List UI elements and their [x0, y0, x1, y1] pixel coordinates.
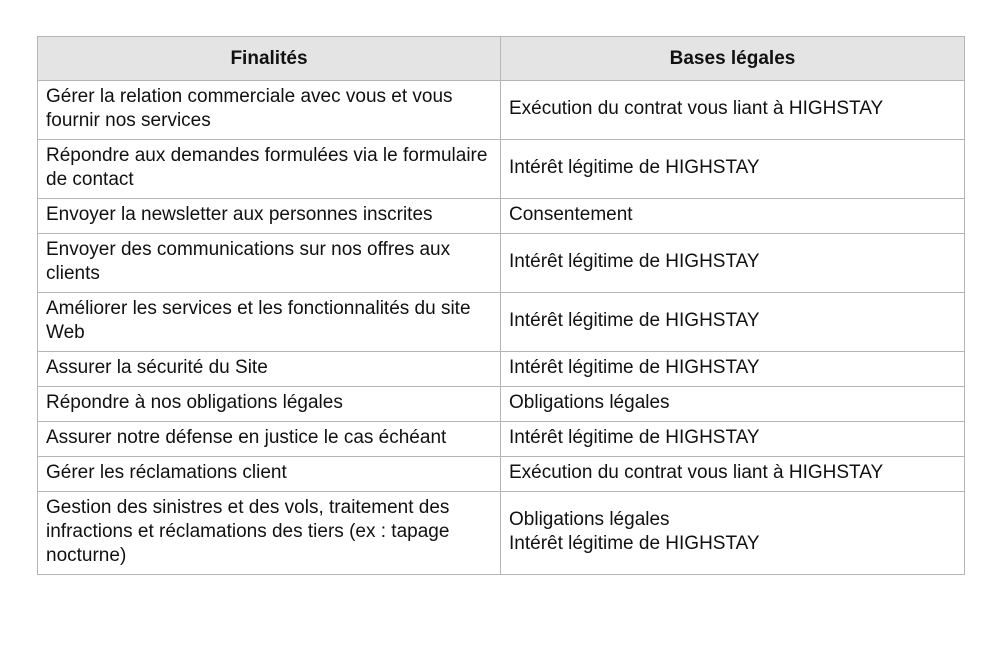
- base-legale-cell: [501, 293, 965, 352]
- table-row: [38, 81, 965, 140]
- table-row: [38, 387, 965, 422]
- base-legale-cell: [501, 387, 965, 422]
- base-legale-cell: [501, 492, 965, 575]
- base-legale-cell: [501, 81, 965, 140]
- finalite-cell: Répondre à nos obligations légales: [38, 387, 501, 422]
- base-legale-text: Intérêt légitime de HIGHSTAY: [509, 310, 760, 331]
- base-legale-text: Exécution du contrat vous liant à HIGHSTAY: [509, 462, 884, 483]
- base-legale-cell: [501, 422, 965, 457]
- finalite-cell: Envoyer la newsletter aux personnes inscrites: [38, 199, 501, 234]
- base-legale-text: Exécution du contrat vous liant à HIGHSTAY: [509, 98, 884, 119]
- finalite-cell: Assurer la sécurité du Site: [38, 352, 501, 387]
- table-row: [38, 457, 965, 492]
- base-legale-text: Intérêt légitime de HIGHSTAY: [509, 251, 760, 272]
- table-row: [38, 352, 965, 387]
- legal-basis-table: [37, 36, 965, 575]
- base-legale-text: Intérêt légitime de HIGHSTAY: [509, 357, 760, 378]
- finalite-cell: Gérer les réclamations client: [38, 457, 501, 492]
- base-legale-cell: [501, 140, 965, 199]
- base-legale-text: Obligations légales: [509, 509, 670, 530]
- table-row: [38, 422, 965, 457]
- finalite-cell: Gestion des sinistres et des vols, traitement des infractions et réclamations des tiers (ex : tapage nocturne): [38, 492, 501, 575]
- finalite-cell: Gérer la relation commerciale avec vous et vous fournir nos services: [38, 81, 501, 140]
- base-legale-cell: [501, 234, 965, 293]
- table-row: [38, 492, 965, 575]
- base-legale-text: Obligations légales: [509, 392, 670, 413]
- finalite-cell: Assurer notre défense en justice le cas échéant: [38, 422, 501, 457]
- base-legale-cell: [501, 199, 965, 234]
- finalite-cell: Améliorer les services et les fonctionnalités du site Web: [38, 293, 501, 352]
- base-legale-text: Intérêt légitime de HIGHSTAY: [509, 427, 760, 448]
- finalite-cell: Envoyer des communications sur nos offres aux clients: [38, 234, 501, 293]
- header-bases-legales: Bases légales: [501, 37, 965, 81]
- header-finalites: Finalités: [38, 37, 501, 81]
- base-legale-text: Consentement: [509, 204, 633, 225]
- base-legale-text: Intérêt légitime de HIGHSTAY: [509, 533, 760, 554]
- finalite-cell: Répondre aux demandes formulées via le formulaire de contact: [38, 140, 501, 199]
- table-row: [38, 199, 965, 234]
- table-row: [38, 140, 965, 199]
- base-legale-cell: [501, 352, 965, 387]
- table-header-row: [38, 37, 965, 81]
- base-legale-text: Intérêt légitime de HIGHSTAY: [509, 157, 760, 178]
- table-row: [38, 293, 965, 352]
- base-legale-cell: [501, 457, 965, 492]
- table-row: [38, 234, 965, 293]
